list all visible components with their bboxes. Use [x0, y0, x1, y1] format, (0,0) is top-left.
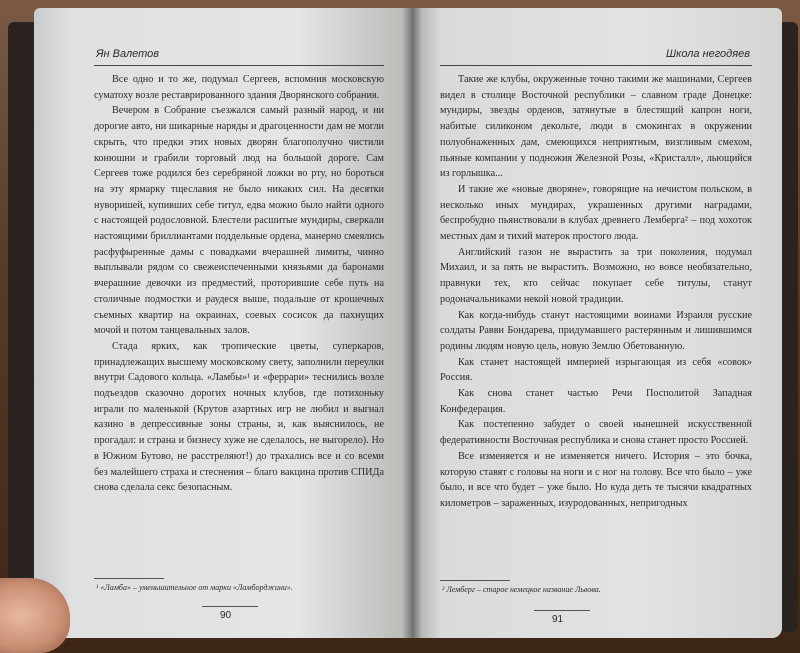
- open-book: [14, 8, 790, 638]
- page-body: [440, 72, 752, 512]
- paragraph: Все изменяется и не изменяется ничего. История – это бочка, которую ставят с головы на ноги и с ног на голову. Все что было – уже было, и все что будет – уже было. Но куда деть те тысячи квадратных километров – зараженных, изуродованных, непригодных: [440, 450, 752, 509]
- paragraph: Вечером в Собрание съезжался самый разный народ, и ни дорогие авто, ни шикарные наряды и драгоценности дам не могли скрыть, что предки этих новых дворян благополучно чистили конюшни и грабили торговый люд на большой дороге. Сам Сергеев тоже родился без серебряной ложки во рту, но бороться на эту ярмарку тщеславия не было никаких сил. На десятки нуворишей, купивших себе титул, едва можно было найти одного с настоящей родословной. Блестели расшитые мундиры, сверкали настоящими бриллиантами поддельные ордена, манерно смеялись расфуфыренные дамы с повадками вчерашней лимиты, чинно выплывали рядом со свежеиспеченными князьями да баронами вчерашние девочки из предместий, проторившие себе путь на столичные подмостки и раудеся выше, подальше от крошечных съемных квартир на окраинах, соевых сосисок да пахнущих мочой и потом танцевальных залов.: [94, 105, 384, 337]
- page-number-rule: [202, 606, 258, 607]
- page-number: 90: [220, 610, 232, 621]
- page-body: [94, 72, 384, 496]
- footnote-rule: [94, 578, 164, 579]
- paragraph: Как снова станет частью Речи Посполитой Западная Конфедерация.: [440, 388, 752, 415]
- book-gutter: [402, 8, 422, 638]
- page-number: 91: [552, 614, 564, 625]
- paragraph: Как станет настоящей империей изрыгающая из себя «совок» Россия.: [440, 356, 752, 384]
- left-page: [34, 8, 412, 638]
- paragraph: Стада ярких, как тропические цветы, суперкаров, принадлежащих высшему московскому свету, заполнили переулки внутри Садового кольца. «Ламбы»¹ и «феррари» теснились возле подъездов сказочно дорогих ночных клубов, где потихоньку играли по маленькой (Крутов азартных игр не любил и выгнал казино в депрессивные зоны страны, и, как выяснилось, не прогадал: и страна и бизнесу хуже не сделалось, не выгорело). Но в Южном Бутово, не расстреляют!) до трахались все и со всеми без малейшего страха и стеснения – благо вакцина против СПИДа снова сделала секс безопасным.: [94, 340, 384, 494]
- paragraph: Все одно и то же, подумал Сергеев, вспомнив московскую суматоху возле реставрированного здания Дворянского собрания.: [94, 74, 384, 101]
- footnote: ¹ «Ламба» – уменьшительное от марки «Ламборджини».: [96, 583, 293, 592]
- paragraph: И такие же «новые дворяне», говорящие на нечистом польском, в несколько иных мундирах, украшенных другими наградами, беспробудно пьянствовали в клубах древнего Лемберга² – под хохоток местных дам и тихий матерок простого люда.: [440, 183, 752, 243]
- paragraph: Такие же клубы, окруженные точно такими же машинами, Сергеев видел в столице Восточной республики – славном граде Донецке: мундиры, звезды орденов, затянутые в блестящий капрон ноги, набитые силиконом декольте, люди в смокингах в окружении полуобнаженных дам, смеющихся неприятным, визгливым смехом, пьяные компании у подножия Железной Розы, «Кристалл», льющийся из горлышка...: [440, 74, 752, 180]
- footnote-rule: [440, 580, 510, 581]
- right-page: [412, 8, 782, 638]
- paragraph: Английский газон не вырастить за три поколения, подумал Михаил, и за пять не вырастить. Возможно, но вовсе необязательно, правнуки тех, кто сейчас покупает себе титулы, станут родоначальниками некой новой традиции.: [440, 246, 752, 305]
- page-number-rule: [534, 610, 590, 611]
- footnote: ² Лемберг – старое немецкое название Львова.: [442, 585, 601, 594]
- running-head: Ян Валетов: [96, 48, 160, 60]
- header-rule: [440, 65, 752, 66]
- paragraph: Как когда-нибудь станут настоящими воинами Израиля русские солдаты Равви Бондарева, придумавшего растерянным и лишившимся родины людям новую цель, новую Землю Обетованную.: [440, 309, 752, 352]
- paragraph: Как постепенно забудет о своей нынешней искусственной федеративности Восточная республика и снова станет просто Россией.: [440, 419, 752, 447]
- header-rule: [94, 65, 384, 66]
- running-head: Школа негодяев: [666, 48, 750, 60]
